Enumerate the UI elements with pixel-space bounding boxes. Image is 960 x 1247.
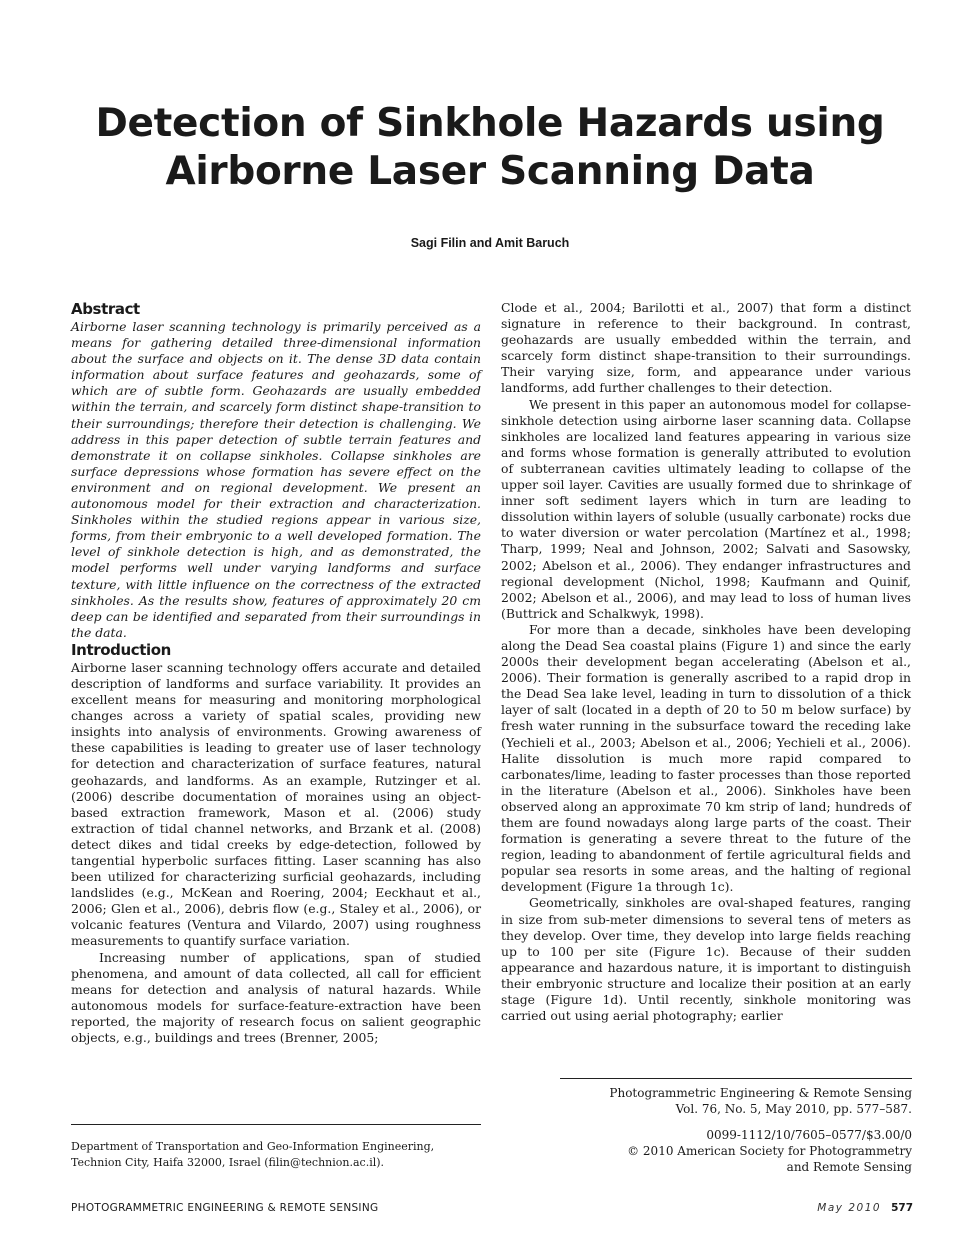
abstract-section <box>71 300 481 641</box>
footer-right <box>817 1202 913 1214</box>
introduction-heading: Introduction <box>71 640 171 659</box>
right-column <box>501 300 911 1024</box>
intro-paragraph-1: Airborne laser scanning technology offers accurate and detailed description of landforms and surface variability. It provides an excellent means for measuring and monitoring morphological changes across a variety of spatial scales, providing new insights into analysis of environments. Growing awareness of these capabilities is leading to greater use of laser technology for detection and characterization of surface features, natural geohazards, and landforms. As an example, Rutzinger et al. (2006) describe documentation of moraines using an object-based extraction framework, Mason et al. (2006) study extraction of tidal channel networks, and Brzank et al. (2008) detect dikes and tidal creeks by edge-detection, followed by tangential hyperbolic surfaces fitting. Laser scanning has also been utilized for characterizing surficial geohazards, including landslides (e.g., McKean and Roering, 2004; Eeckhaut et al., 2006; Glen et al., 2006), debris flow (e.g., Staley et al., 2006), or volcanic features (Ventura and Vilardo, 2007) using roughness measurements to quantify surface variation. <box>71 659 481 949</box>
author-list: Sagi Filin and Amit Baruch <box>410 236 570 250</box>
issn-code: 0099-1112/10/7605–0577/$3.00/0 <box>706 1128 912 1142</box>
title-line-1: Detection of Sinkhole Hazards using <box>95 101 885 146</box>
right-paragraph-4: Geometrically, sinkholes are oval-shaped features, ranging in size from sub-meter dimensions to several tens of meters as they develop. Over time, they develop into large fields reaching up to 100 per site (Figure 1c). Because of their sudden appearance and hazardous nature, it is important to distinguish their embryonic structure and localize their position at an early stage (Figure 1d). Until recently, sinkhole monitoring was carried out using aerial photography; earlier <box>501 895 911 1024</box>
affiliation-line-1: Department of Transportation and Geo-Information Engineering, <box>71 1140 435 1153</box>
copyright-line-1: © 2010 American Society for Photogrammetry <box>627 1144 912 1158</box>
footer-month: May 2010 <box>817 1202 882 1214</box>
journal-name: Photogrammetric Engineering & Remote Sensing <box>609 1086 912 1100</box>
intro-paragraph-2: Increasing number of applications, span of studied phenomena, and amount of data collected, all call for efficient means for detection and analysis of natural hazards. While autonomous models for surface-feature-extraction have been reported, the majority of research focus on salient geographic objects, e.g., buildings and trees (Brenner, 2005; <box>71 949 481 1046</box>
copyright-line-2: and Remote Sensing <box>786 1160 912 1174</box>
right-paragraph-3: For more than a decade, sinkholes have been developing along the Dead Sea coastal plains (Figure 1) and since the early 2000s their development began accelerating (Abelson et al., 2006). Their formation is generally ascribed to a rapid drop in the Dead Sea lake level, leading in turn to dissolution of a thick layer of salt (located in a depth of 20 to 50 m below surface) by fresh water running in the subsurface toward the receding lake (Yechieli et al., 2003; Abelson et al., 2006; Yechieli et al., 2006). Halite dissolution is much more rapid compared to carbonates/lime, leading to faster processes than those reported in the literature (Abelson et al., 2006). Sinkholes have been observed along an approximate 70 km strip of land; hundreds of them are found nowadays along large parts of the coast. Their formation is generating a severe threat to the future of the region, leading to abandonment of fertile agricultural fields and popular sea resorts in some areas, and the halting of regional development (Figure 1a through 1c). <box>501 621 911 895</box>
right-paragraph-2: We present in this paper an autonomous model for collapse-sinkhole detection using airborne laser scanning data. Collapse sinkholes are localized land features appearing in various size and forms whose formation is generally attributed to evolution of subterranean cavities ultimately leading to collapse of the upper soil layer. Cavities are usually formed due to shrinkage of inner soft sediment layers which in turn are leading to dissolution within layers of soluble (usually carbonate) rocks due to water diversion or water percolation (Martínez et al., 1998; Tharp, 1999; Neal and Johnson, 2002; Salvati and Sasowsky, 2002; Abelson et al., 2006). They endanger infrastructures and regional development (Nichol, 1998; Kaufmann and Quinif, 2002; Abelson et al., 2006), and may lead to loss of human lives (Buttrick and Schalkwyk, 1998). <box>501 396 911 621</box>
footer-journal-name: PHOTOGRAMMETRIC ENGINEERING & REMOTE SENSING <box>71 1202 379 1214</box>
author-affiliation <box>71 1124 481 1171</box>
left-column <box>71 300 481 1046</box>
right-paragraph-1: Clode et al., 2004; Barilotti et al., 2007) that form a distinct signature in reference to their background. In contrast, geohazards are usually embedded within the terrain, and scarcely form distinct shape-transition to their surroundings. Their varying size, form, and appearance under various landforms, add further challenges to their detection. <box>501 300 911 396</box>
journal-citation-box <box>560 1078 912 1175</box>
abstract-heading: Abstract <box>71 300 140 318</box>
paper-title <box>80 100 900 196</box>
introduction-section <box>71 641 481 1046</box>
affiliation-line-2: Technion City, Haifa 32000, Israel (filin@technion.ac.il). <box>71 1156 385 1169</box>
title-line-2: Airborne Laser Scanning Data <box>165 149 815 194</box>
page-number: 577 <box>891 1202 913 1214</box>
journal-volume: Vol. 76, No. 5, May 2010, pp. 577–587. <box>675 1102 912 1116</box>
abstract-text: Airborne laser scanning technology is primarily perceived as a means for gathering detailed three-dimensional information about the surface and objects on it. The dense 3D data contain information about surface features and geohazards, some of which are of subtle form. Geohazards are usually embedded within the terrain, and scarcely form distinct shape-transition to their surroundings; therefore their detection is challenging. We address in this paper detection of subtle terrain features and demonstrate it on collapse sinkholes. Collapse sinkholes are surface depressions whose formation has severe effect on the environment and on regional development. We present an autonomous model for their extraction and characterization. Sinkholes within the studied regions appear in various size, forms, from their embryonic to a well developed formation. The level of sinkhole detection is high, and as demonstrated, the model performs well under varying landforms and surface texture, with little influence on the correctness of the extracted sinkholes. As the results show, features of approximately 20 cm deep can be identified and separated from their surroundings in the data. <box>71 319 481 640</box>
